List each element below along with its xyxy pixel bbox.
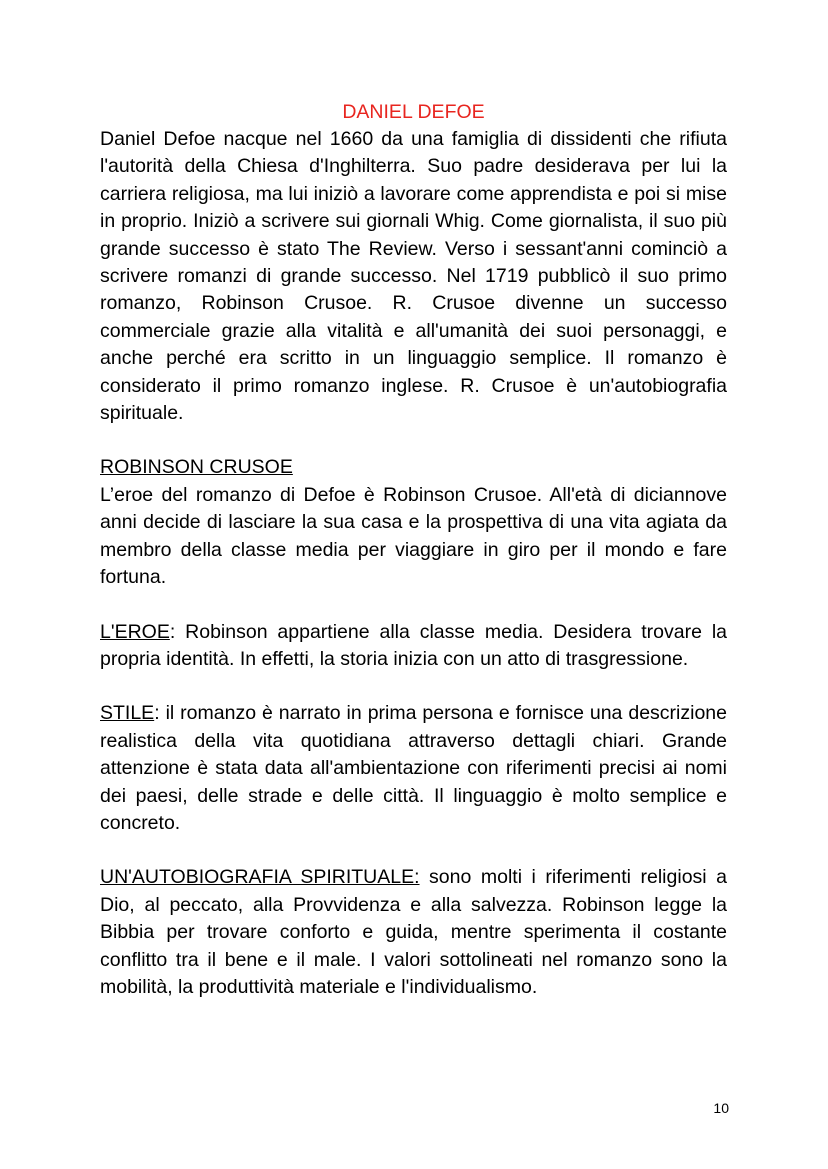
page-title: DANIEL DEFOE: [342, 101, 485, 123]
section-spacer: [100, 592, 727, 619]
section-eroe: [100, 619, 727, 674]
section-heading-label: UN'AUTOBIOGRAFIA SPIRITUALE:: [100, 866, 420, 889]
intro-paragraph: Daniel Defoe nacque nel 1660 da una famiglia di dissidenti che rifiuta l'autorità della Chiesa d'Inghilterra. Suo padre desiderava per lui la carriera religiosa, ma lui iniziò a lavorare come apprendista e poi si mise in proprio. Iniziò a scrivere sui giornali Whig. Come giornalista, il suo più grande successo è stato The Review. Verso i sessant'anni cominciò a scrivere romanzi di grande successo. Nel 1719 pubblicò il suo primo romanzo, Robinson Crusoe. R. Crusoe divenne un successo commerciale grazie alla vitalità e all'umanità dei suoi personaggi, e anche perché era scritto in un linguaggio semplice. Il romanzo è considerato il primo romanzo inglese. R. Crusoe è un'autobiografia spirituale.: [100, 128, 727, 425]
section-text: L’eroe del romanzo di Defoe è Robinson Crusoe. All'età di diciannove anni decide di lasciare la sua casa e la prospettiva di una vita agiata da membro della classe media per viaggiare in giro per il mondo e fare fortuna.: [100, 483, 727, 589]
section-heading-label: L'EROE: [100, 620, 170, 643]
section-spacer: [100, 837, 727, 864]
section-heading-label: STILE: [100, 702, 155, 725]
section-spacer: [100, 673, 727, 700]
section-spacer: [100, 427, 727, 454]
section-autobiografia: [100, 864, 727, 1001]
section-text: : il romanzo è narrato in prima persona e fornisce una descrizione realistica della vita quotidiana attraverso dettagli chiari. Grande attenzione è stata data all'ambientazione con riferimenti precisi ai nomi dei paesi, delle strade e delle città. Il linguaggio è molto semplice e concreto.: [100, 702, 727, 834]
section-heading: [100, 454, 727, 481]
section-text: sono molti i riferimenti religiosi a Dio, al peccato, alla Provvidenza e alla salvezza. Robinson legge la Bibbia per trovare conforto e guida, mentre sperimenta il costante conflitto tra il bene e il male. I valori sottolineati nel romanzo sono la mobilità, la produttività materiale e l'individualismo.: [100, 866, 727, 998]
document-page: [100, 98, 727, 1001]
section-heading-label: ROBINSON CRUSOE: [100, 456, 293, 479]
page-number: 10: [713, 1100, 729, 1116]
section-text: : Robinson appartiene alla classe media. Desidera trovare la propria identità. In effetti, la storia inizia con un atto di trasgressione.: [100, 620, 727, 670]
section-stile: [100, 700, 727, 837]
section-robinson-crusoe: [100, 454, 727, 591]
